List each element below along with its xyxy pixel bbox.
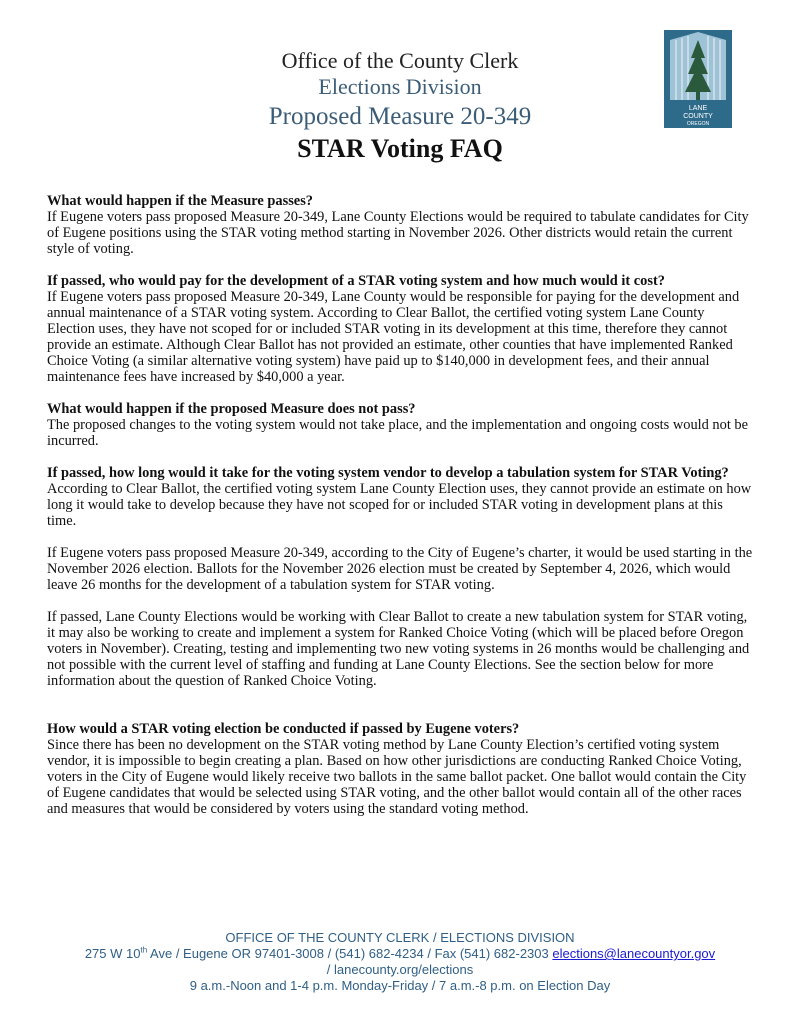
faq-answer-1: If Eugene voters pass proposed Measure 20-349, Lane County Elections would be required to tabulate candidates for City of Eugene positions using the STAR voting method starting in November 2026. Other districts would retain the current style of voting.	[47, 209, 749, 257]
footer-address-superscript: th	[140, 945, 148, 955]
footer-email-link[interactable]: elections@lanecountyor.gov	[552, 946, 716, 961]
faq-answer-3: The proposed changes to the voting system would not take place, and the implementation and ongoing costs would not be incurred.	[47, 417, 749, 449]
lane-county-logo-icon	[664, 30, 732, 128]
faq-answer-4-paragraph-2: If Eugene voters pass proposed Measure 20-349, according to the City of Eugene’s charter, it would be used starting in the November 2026 election. Ballots for the November 2026 election must be created by September 4, 2026, which would leave 26 months for the development of a tabulation system for STAR voting.	[47, 545, 753, 593]
footer-website-line[interactable]: / lanecounty.org/elections	[326, 962, 474, 977]
footer-office-line: OFFICE OF THE COUNTY CLERK / ELECTIONS DIVISION	[225, 930, 575, 945]
faq-question-5: How would a STAR voting election be conducted if passed by Eugene voters?	[47, 721, 520, 737]
logo-text-lane: LANE	[688, 105, 708, 112]
page-title: STAR Voting FAQ	[297, 134, 503, 163]
faq-content	[47, 193, 753, 817]
faq-answer-4-paragraph-1: According to Clear Ballot, the certified voting system Lane County Election uses, they cannot provide an estimate on how long it would take to develop because they have not scoped for or included STAR voting in development plans at this time.	[47, 481, 752, 529]
logo-text-county: COUNTY	[683, 113, 713, 120]
page-footer	[0, 930, 800, 994]
footer-address-rest: Ave / Eugene OR 97401-3008 / (541) 682-4234 / Fax (541) 682-2303	[147, 946, 553, 961]
faq-question-3: What would happen if the proposed Measure does not pass?	[47, 401, 416, 417]
footer-hours-line: 9 a.m.-Noon and 1-4 p.m. Monday-Friday / 7 a.m.-8 p.m. on Election Day	[189, 978, 611, 993]
tree-trunk	[696, 92, 700, 100]
division-title: Elections Division	[318, 74, 482, 99]
faq-answer-2: If Eugene voters pass proposed Measure 20-349, Lane County would be responsible for paying for the development and annual maintenance of a STAR voting system. According to Clear Ballot, the certified voting system Lane County Election uses, they have not scoped for or included STAR voting in its development at this time, therefore they cannot provide an estimate. Although Clear Ballot has not provided an estimate, other counties that have implemented Ranked Choice Voting (a similar alternative voting system) have paid up to $140,000 in development fees, and their annual maintenance fees have increased by $40,000 a year.	[47, 289, 740, 385]
faq-question-1: What would happen if the Measure passes?	[47, 193, 313, 209]
faq-question-4: If passed, how long would it take for the voting system vendor to develop a tabulation system for STAR Voting?	[47, 465, 729, 481]
footer-address-line	[0, 946, 800, 962]
faq-question-2: If passed, who would pay for the development of a STAR voting system and how much would it cost?	[47, 273, 665, 289]
logo-text-oregon: OREGON	[686, 121, 710, 127]
office-title: Office of the County Clerk	[281, 48, 519, 73]
faq-answer-5: Since there has been no development on the STAR voting method by Lane County Election’s certified voting system vendor, it is impossible to begin creating a plan. Based on how other jurisdictions are conducting Ranked Choice Voting, voters in the City of Eugene would likely receive two ballots in the same ballot packet. One ballot would contain the City of Eugene candidates that would be selected using STAR voting, and the other ballot would contain all of the other races and measures that would be considered by voters using the standard voting method.	[47, 737, 747, 817]
faq-answer-4-paragraph-3: If passed, Lane County Elections would be working with Clear Ballot to create a new tabulation system for STAR voting, it may also be working to create and implement a system for Ranked Choice Voting (which will be placed before Oregon voters in November). Creating, testing and implementing two new voting systems in 26 months would be challenging and not possible with the current level of staffing and funding at Lane County Elections. See the section below for more information about the question of Ranked Choice Voting.	[47, 609, 750, 689]
measure-title: Proposed Measure 20-349	[268, 103, 532, 130]
footer-address-start: 275 W 10	[84, 946, 141, 961]
